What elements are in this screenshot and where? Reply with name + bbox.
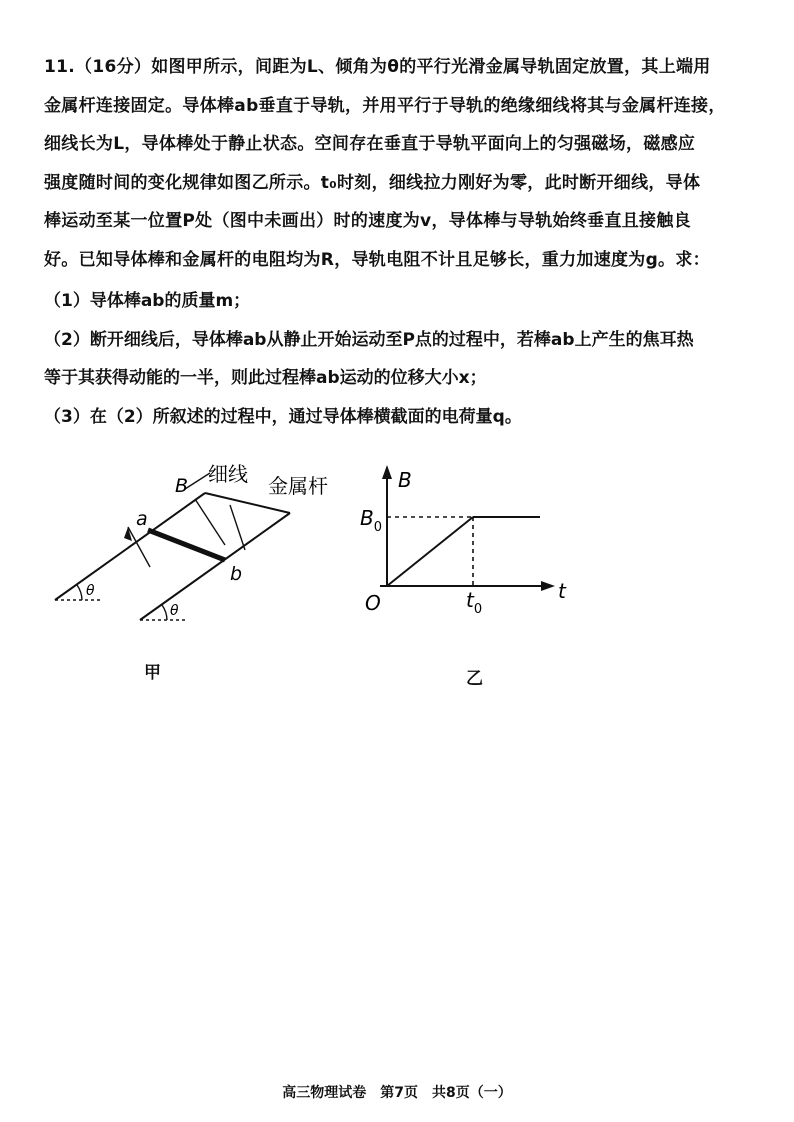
b0-label: $B_0$	[360, 506, 383, 535]
label-theta-2: θ	[170, 603, 179, 619]
label-theta-1: θ	[86, 583, 95, 599]
problem-line-1	[44, 48, 750, 87]
b-field-arrow	[128, 527, 150, 567]
rail-left	[55, 493, 205, 600]
page-footer: 高三物理试卷 第7页 共8页（一）	[282, 1085, 512, 1101]
conductor-ab	[148, 530, 225, 560]
question-2-cont: 等于其获得动能的一半，则此过程棒ab运动的位移大小x；	[44, 368, 487, 388]
arrow-y	[382, 465, 392, 479]
thread-1	[195, 499, 225, 545]
problem-line-5: 棒运动至某一位置P处（图中未画出）时的速度为v，导体棒与导轨始终垂直且接触良	[44, 211, 691, 231]
problem-line-2: 金属杆连接固定。导体棒ab垂直于导轨，并用平行于导轨的绝缘细线将其与金属杆连接，	[44, 95, 726, 116]
caption-jia: 甲	[144, 663, 161, 683]
problem-line-text: 如图甲所示，间距为L、倾角为θ的平行光滑金属导轨固定放置，其上端用	[151, 57, 711, 77]
problem-line-3: 细线长为L，导体棒处于静止状态。空间存在垂直于导轨平面向上的匀强磁场，磁感应	[44, 134, 696, 154]
question-list	[44, 282, 750, 436]
question-2: （2）断开细线后，导体棒ab从静止开始运动至P点的过程中，若棒ab上产生的焦耳热	[44, 329, 694, 350]
figure-yi	[350, 455, 590, 630]
question-3: （3）在（2）所叙述的过程中，通过导体棒横截面的电荷量q。	[44, 406, 522, 427]
question-1: （1）导体棒ab的质量m；	[44, 291, 251, 311]
problem-line-6: 好。已知导体棒和金属杆的电阻均为R，导轨电阻不计且足够长，重力加速度为g。求：	[44, 249, 710, 270]
figure-jia	[40, 455, 360, 645]
label-b: b	[230, 563, 243, 585]
label-B: B	[175, 475, 189, 497]
t0-label: $t_0$	[466, 588, 483, 617]
arrow-x	[541, 581, 555, 591]
label-thread: 细线	[208, 462, 248, 486]
label-rod: 金属杆	[268, 474, 328, 498]
problem-points: （16分）	[75, 57, 152, 77]
caption-yi: 乙	[466, 669, 483, 689]
origin-label: O	[365, 591, 381, 615]
axis-x-label: t	[558, 579, 566, 603]
b-ramp	[387, 517, 473, 586]
problem-line-4: 强度随时间的变化规律如图乙所示。t₀时刻，细线拉力刚好为零，此时断开细线，导体	[44, 172, 701, 193]
axis-y-label: B	[398, 468, 412, 492]
thread-2	[230, 505, 245, 550]
label-a: a	[136, 508, 148, 530]
problem-number: 11.	[44, 57, 76, 77]
problem-text	[44, 48, 750, 279]
